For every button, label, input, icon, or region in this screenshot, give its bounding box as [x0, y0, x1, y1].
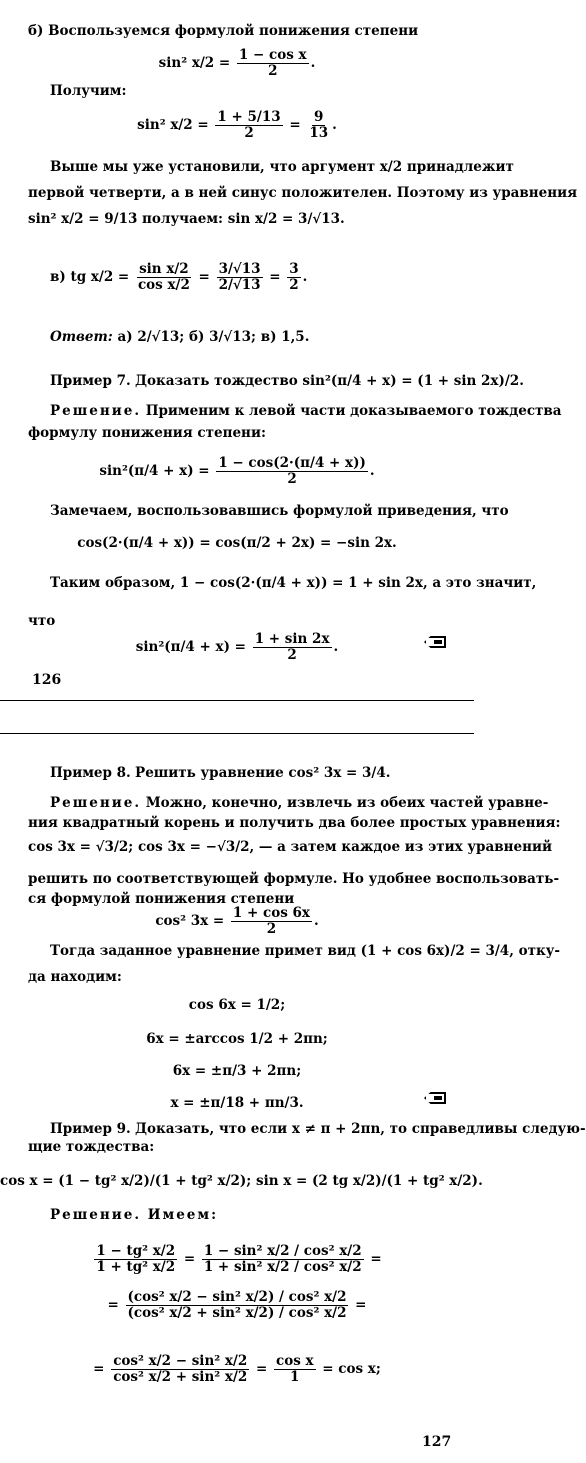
text-togda-2: да находим:	[28, 969, 122, 985]
text-b-intro: б) Воспользуемся формулой понижения степени	[28, 23, 419, 39]
formula-6x: 6x = ±π/3 + 2πn;	[172, 1063, 302, 1079]
text-poluchim: Получим:	[50, 83, 127, 99]
formula-sin2-result: sin² x/2 = $\frac{1 + 5/13}{2}$ = $\frac{9}{13}$ .	[137, 109, 337, 141]
formula-reduction-cos: cos(2·(π/4 + x)) = cos(π/2 + 2x) = −sin 2x.	[77, 535, 397, 551]
page-separator	[0, 700, 474, 734]
solution-7-line-2: формулу понижения степени:	[28, 425, 266, 441]
text-vyshe-1: Выше мы уже установили, что аргумент x/2 принадлежит	[50, 159, 514, 175]
example-9-line-2: щие тождества:	[28, 1139, 155, 1155]
solution-8-line-5: ся формулой понижения степени	[28, 891, 295, 907]
page-number-126: 126	[32, 672, 62, 688]
formula-power-reduction: sin²(π/4 + x) = $\frac{1 - \cos(2\cdot(\pi/4 + x))}{2}$ .	[99, 455, 375, 487]
solution-8-line-1: Решение. Можно, конечно, извлечь из обеих частей уравне-	[50, 795, 549, 811]
page-126	[0, 0, 578, 700]
text-chto: что	[28, 613, 56, 629]
formula-chain-step-2: = $\frac{\text{(cos² x/2 − sin² x/2) / cos² x/2}}{\text{(cos² x/2 + sin² x/2) / cos² x/2}}$ =	[107, 1289, 367, 1321]
example-7-statement: Пример 7. Доказать тождество sin²(π/4 + x) = (1 + sin 2x)/2.	[50, 373, 524, 389]
formula-tg-half: в) tg x/2 = $\frac{\text{sin x/2}}{\text{cos x/2}}$ = $\frac{3/√13}{2/√13}$ = $\frac{3}{2}$ .	[50, 261, 308, 293]
formula-arccos: 6x = ±arccos 1/2 + 2πn;	[146, 1031, 328, 1047]
formula-half-angle-identities: cos x = (1 − tg² x/2)/(1 + tg² x/2); sin x = (2 tg x/2)/(1 + tg² x/2).	[0, 1173, 483, 1189]
text-zamechaem: Замечаем, воспользовавшись формулой приведения, что	[50, 503, 509, 519]
formula-cos6x: cos 6x = 1/2;	[188, 997, 286, 1013]
text-takim-obrazom: Таким образом, 1 − cos(2·(π/4 + x)) = 1 + sin 2x, а это значит,	[50, 575, 537, 591]
solution-8-line-2: ния квадратный корень и получить два более простых уравнения:	[28, 815, 561, 831]
formula-cos2-3x: cos² 3x = $\frac{1 + \cos 6x}{2}$ .	[155, 905, 319, 937]
text-togda-1: Тогда заданное уравнение примет вид (1 + cos 6x)/2 = 3/4, отку-	[50, 943, 560, 959]
formula-x-solution: x = ±π/18 + πn/3.	[170, 1095, 304, 1111]
page-number-127: 127	[422, 1434, 452, 1450]
example-9-line-1: Пример 9. Доказать, что если x ≠ π + 2πn, то справедливы следую-	[50, 1121, 586, 1137]
example-8-statement: Пример 8. Решить уравнение cos² 3x = 3/4.	[50, 765, 391, 781]
text-vyshe-3: sin² x/2 = 9/13 получаем: sin x/2 = 3/√13.	[28, 211, 345, 227]
formula-sin2-half: sin² x/2 = $\frac{\text{1 − cos x}}{2}$ .	[158, 47, 316, 79]
formula-identity-result: sin²(π/4 + x) = $\frac{1 + \sin 2x}{2}$ .	[135, 631, 339, 663]
solution-9-label: Решение. Имеем:	[50, 1207, 219, 1223]
page-127	[0, 734, 586, 1463]
formula-chain-step-1: $\frac{\text{1 − tg² x/2}}{\text{1 + tg² x/2}}$ = $\frac{\text{1 − sin² x/2 / cos² x/2}}{\text{1 + sin² x/2 / cos² x/2}}$ =	[96, 1243, 382, 1275]
formula-chain-final: = $\frac{\text{cos² x/2 − sin² x/2}}{\text{cos² x/2 + sin² x/2}}$ = $\frac{\text{cos x}}{1}$ = cos x;	[93, 1353, 381, 1385]
solution-7-line-1: Решение. Применим к левой части доказываемого тождества	[50, 403, 562, 419]
text-vyshe-2: первой четверти, а в ней синус положителен. Поэтому из уравнения	[28, 185, 578, 201]
answer-line: Ответ: а) 2/√13; б) 3/√13; в) 1,5.	[50, 329, 310, 345]
solution-8-line-4: решить по соответствующей формуле. Но удобнее воспользовать-	[28, 871, 560, 887]
solution-8-line-3: cos 3x = √3/2; cos 3x = −√3/2, — а затем каждое из этих уравнений	[28, 839, 553, 855]
